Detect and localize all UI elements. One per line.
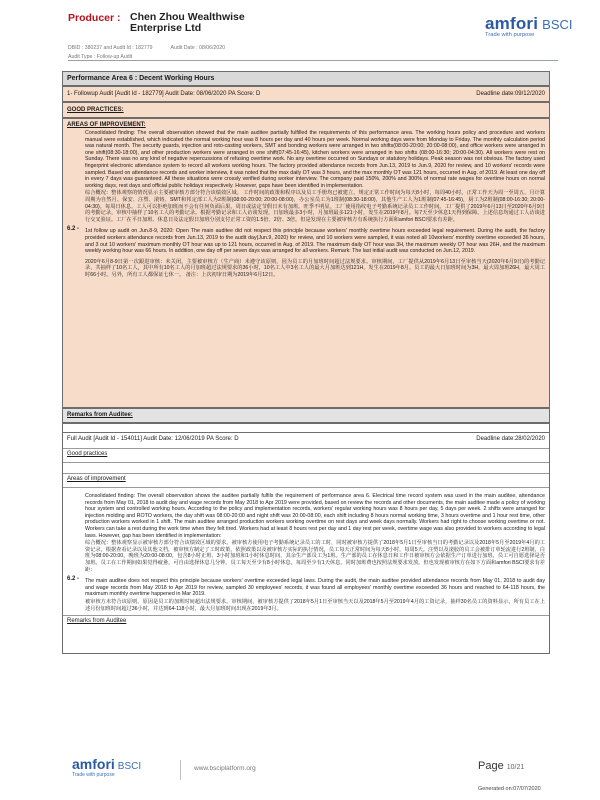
finding-6-2 [67,226,545,278]
footer-logo-wordmark: amfori [72,756,115,772]
producer-name: Chen Zhou Wealthwise Enterprise Ltd [130,11,245,34]
audit-date-text: Audit Date : 08/06/2020 [170,45,226,51]
consolidated-finding-2-zh: 综合概况：整体观察显示被审核方部分符合该绩效区域的要求。被审核方使用电子考勤系统记录员工的工时，同时被审核方提供了2018年5月1日至审核当日的考勤记录以及2018年5月至2019年4月的工资记录，根据查看记录以及其他文档，被审核方制定了工时政策，依照政策以及被审核方实际的执行情况，员工每天正常时间为每天8小时，每周5天。注塑以及滚胶的员工会被排订单轮流进行2班制，白班为08:00-20:00，晚班为20:00-08:00，包含8小时正班、3小时加班和1小时休息时间，其余生产部员工为1班。生产部的员工在休息日和工作日被审核方会依据生产订单进行加班，员工可自愿选择是否加班。员工在工作期间如果觉得疲惫，可自由选择休息几分钟。员工每天至少有8小时休息，每周至少有1天休息，同时加班费也按照法规要求发放。但也发现被审核方在如下方面和amfori BSCI要求有差距： [85,540,545,573]
finding-6-2-full [67,576,545,612]
header-divider [68,60,558,61]
footer-logo-bsci: BSCI [117,761,142,772]
finding-number-2: 6.2 - [67,576,80,583]
page-count: 10/21 [506,764,525,771]
footer-logo-tagline: Trade with purpose [72,772,115,778]
followup-deadline: Deadline date:09/12/2020 [476,91,545,97]
finding-text-2-en: The main auditee does not respect this principle because workers' overtime exceeded legal laws. During the audit, the main auditee provided attendance records from May 01, 2018 to audit day and wage records from May 2018 to Apr 2019 for review, sampled 30 employees' records, it was found all employees' monthly overtime exceeded 36 hours and reached to 64-118 hours, the maximum monthly overtime happened in Mar 2019. [85,578,545,598]
logo-bsci: BSCI [542,17,573,32]
audit-type-text: Audit Type : Follow-up Audit [68,54,133,60]
areas-of-improvement-section [62,118,550,408]
areas-of-improvement-label: Areas of improvement [63,473,549,487]
logo-tagline: Trade with purpose [485,32,535,38]
good-practices-empty [63,462,549,473]
full-audit-section [62,432,550,654]
footer-divider [180,760,181,780]
full-audit-deadline: Deadline date:28/02/2020 [476,436,545,442]
amfori-logo [485,14,590,48]
followup-audit-row [62,86,550,102]
finding-text-en: 1st follow up audit on Jun.8-9, 2020: Open The main auditee did not respect this principle because workers' monthly overtime hours exceeded legal requirement. During the audit, the factory provided workers attendance records from Jun.13, 2019 to the audit day(Jun.9, 2020) for review, and 10 workers were sampled, it was noted all 10workers' monthly overtime exceeded 36 hours, and 3 out 10 workers' maximum monthly OT hour was up to 121 hours, occurred in Aug. of 2019. The maximum daily OT hour was 3H, the maximum weekly OT hour was 26H, and the maximum weekly working hour was 66 hours. In addition, one day off per seven days was arranged for all workers. Remark: The last initial audit was conducted on Jun.12, 2019. [85,228,545,255]
followup-audit-info: 1- Followup Audit [Audit Id - 182779] Audit Date: 08/06/2020 PA Score: D [67,91,261,97]
consolidated-finding-2-en: Consolidated finding: The overall observation shows the auditee partially fulfils the requirement of performance area 6. Electrical time record system was used in the main auditee, attendance records from May 01, 2018 to audit day and wage records from May 2018 to Apr 2019 were provided, based on review the records and other documents, the main auditee made a policy of working hour system and controlled working hours. According to the policy and implementation records, workers' regular working hours was 8 hours per day, 5 days per week. 2 shifts were arranged for injection molding and ROTO workers, the day shift was 08:00-20:00 and night shift was 20:00-08:00, each shift including 8 hours normal working time, 3 hours overtime and 1 hour rest time, other production workers worked in 1 shift. The main auditee arranged production workers working overtime on rest days and week days normally. Workers had right to choose working overtime or not. Workers can take a rest during the work time when they felt tired. Workers had at least 8 hours rest per day and 1 day rest per week, overtime wage was also provided to workers according to legal laws. However, gap has been identified in implementation: [85,493,545,539]
page-number [478,760,524,772]
good-practices-label: Good practices [63,448,549,462]
areas-of-improvement-body [63,487,549,615]
producer-label: Producer : [68,12,121,24]
logo-wordmark: amfori [485,14,539,33]
section-title: Performance Area 6 : Decent Working Hours [62,71,550,86]
areas-heading: AREAS OF IMPROVEMENT: [67,122,146,128]
dbid-text: DBID : 380237 and Audit Id : 182779 [68,45,153,51]
footer-amfori-logo [72,756,141,778]
full-audit-info: Full Audit [Audit Id - 154011] Audit Date: 12/06/2019 PA Score: D [67,436,239,442]
full-audit-row [63,433,549,448]
good-practices-heading: GOOD PRACTICES: [62,102,550,118]
website-link[interactable]: www.bsciplatform.org [194,765,256,772]
consolidated-finding-en: Consolidated finding: The overall observation showed that the main auditee partially fulfilled the requirements of this performance area. The working hours policy and procedure and workers manual were established, which indicated the normal working hour was 8 hours per day and 40 hours per week. Normal working days were from Monday to Friday. The monthly calculation period was natural month. The security guards, injection and roto-casting workers, SMT and bonding workers were arranged in two shifts(08:00-20:00; 20:00-08:00), and office workers were arranged in one shift(08:30-18:00), and other production workers were arranged in one shift(07:45-16:45), kitchen workers were arranged in two shifts (08:00-16:30; 20:00-04:30). All workers were rest on Sunday. There was no any kind of negative repercussions of refusing overtime work. No any overtime occurred on Sundays or statutory holidays. Peak season was not obvious. The factory used fingerprint electronic attendance system to record all workers working hours. The factory provided attendance records from Jun.13, 2019 to Jun.9, 2020 for review, and 10 workers' records were sampled. Based on attendance records and worker interview, it was noted that the max daily OT was 3 hours, and the max monthly OT was 121 hours, occurred in Aug. of 2019. At least one day off in every 7 days was guaranteed. All these situations were crossly verified during worker interview. The company paid 150%, 200% and 300% of normal rate wages for overtime hours on normal working days, rest days and official public holidays respectively. However, gaps have been identified in implementation. [85,130,545,189]
page-label: Page [478,760,504,772]
audit-meta-line [68,45,225,51]
remarks-from-auditee-label-2: Remarks from Auditee [63,615,549,626]
generated-on: Generated on:07/07/2020 [478,786,541,792]
page-header [68,12,598,60]
remarks-from-auditee-heading: Remarks from Auditee: [62,408,550,423]
finding-text-zh: 2020年6月8-9日第一次跟进审核：未关闭，主要被审核方（生产商）未遵守该原则，因为员工的月加班时间超过法规要求。审核期间，工厂提供从2019年6月13日至审核当天(2020年6月9日)的考勤记录，共抽样了10名工人，其中所有10名工人的月加班超过法规要求的36小时，10名工人中3名工人的最大月加班达到121H，发生在2019年8月。员工的最大日加班时间为3H，最大周加班26H，最大周工时66小时。另外，所有工人都保证七休一。 备注：上次初审日期为2019年6月12日。 [85,258,545,278]
consolidated-finding-zh: 综合概况：整体观察的情况显示主要被审核方部分符合该绩效区域。 工作时间的政策和程序以及员工手册均已被建立，规定正常工作时间为每天8小时，每周40小时。正常工作天为周一至周五。月计算周期为自然月。保安、注塑、滚铸、SMT和邦定部工人为2班制(08:00-20:00; 20:00-08:00)，办公室员工为1班制(08:30-18:00)，其他生产工人为1班制(07:45-16:45)，厨工为2班制(08:00-16:30; 20:00-04:30)。每周日休息。工人可以拒绝加班而不会有任何负面后果。周日或法定节假日未有加班。旺季不明显。工厂使用指纹电子考勤系统记录员工工作时间。工厂提供了2019年6月13日至2020年6月9日的考勤记录，审核中抽样了10名工人的考勤记录。根据考勤记录和工人访谈发现，日加班最多3小时，月加班最多121小时，发生在2019年8月。每7天至少休息1天得到保障。上述信息均通过工人访谈进行交叉验证。工厂在平日加班、休息日及法定假日加班分别支付正常工资的1.5倍、2倍、3倍。但是发现在主要被审核方有系统执行方面和amfori BSCI要求有差距。 [85,190,545,223]
finding-text-2-zh: 被审核方未符合该原则，原因是员工的加班时间超出法规要求。审核期间，被审核方提供了2018年5月1日至审核当天以及2018年5月至2019年4月的工资记录，抽样30名员工的资料显示，所有员工在上述月份加班时间超过36小时，并达到64-118小时，最大月加班时间出现在2019年3月。 [85,598,545,612]
finding-number: 6.2 - [67,226,80,233]
page-footer [0,748,600,800]
